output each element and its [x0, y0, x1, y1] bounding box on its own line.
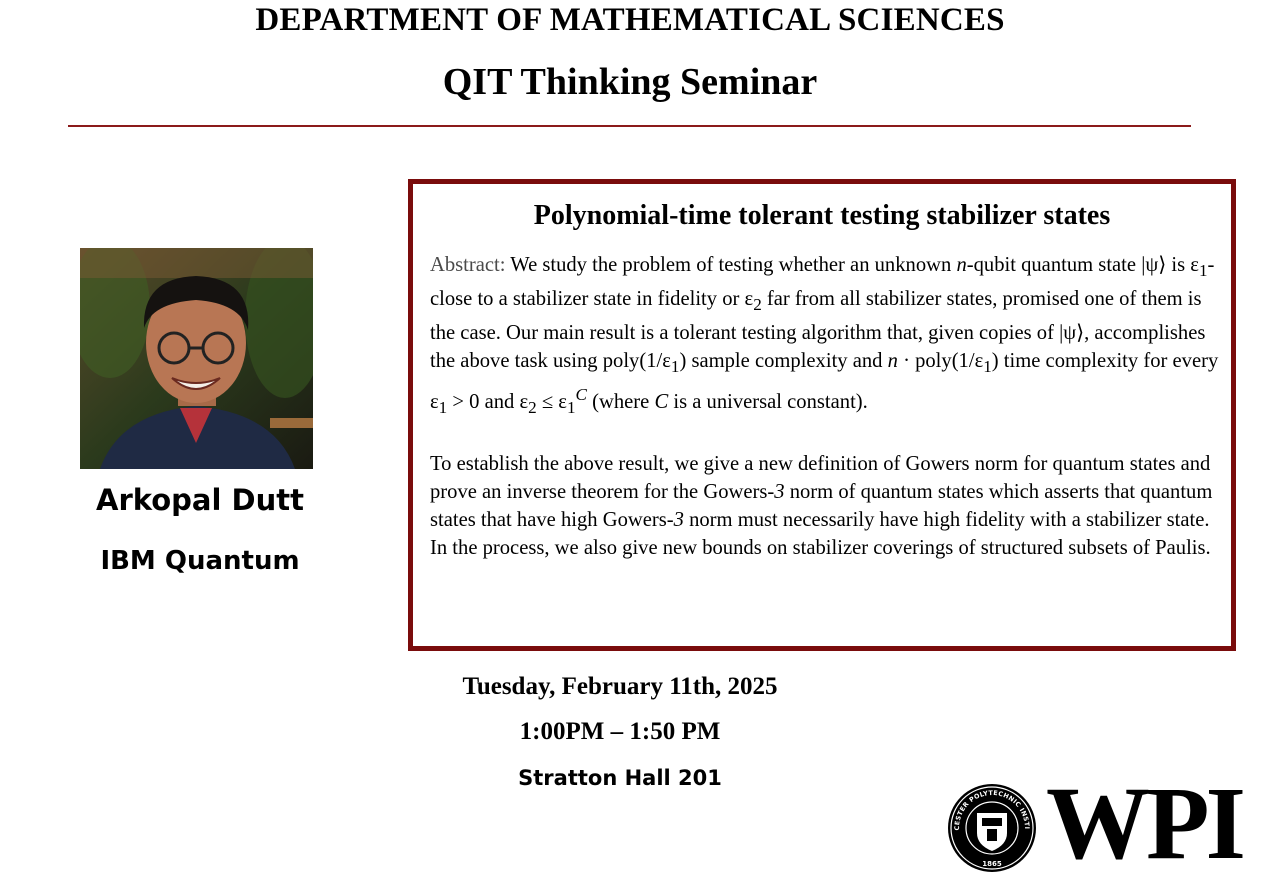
wpi-seal-icon [947, 783, 1037, 873]
abstract-paragraph-2 [430, 450, 1230, 562]
event-location: Stratton Hall 201 [518, 766, 722, 790]
abstract-text: · poly(1/ε [897, 350, 984, 373]
speaker-photo [80, 248, 313, 469]
abstract-text: norm must necessarily have high fidelity with a stabilizer state. In the process, we also give new bounds on stabilizer coverings of structured subsets of Paulis. [430, 509, 1211, 560]
var-n: n [956, 254, 967, 276]
var-three: 3 [774, 481, 785, 504]
superscript-c: C [575, 385, 587, 405]
talk-title: Polynomial-time tolerant testing stabilizer states [533, 200, 1111, 231]
abstract-text: norm of quantum states which asserts that quantum states that have high Gowers- [430, 481, 1213, 532]
var-three: 3 [673, 509, 684, 532]
subscript: 1 [438, 398, 448, 418]
subscript: 1 [670, 357, 680, 377]
abstract-text: ) sample complexity and [679, 350, 888, 373]
abstract-text: ≤ ε [536, 391, 567, 414]
abstract-text: We study the problem of testing whether an unknown [505, 254, 957, 276]
abstract-text: -qubit quantum state |ψ⟩ is ε [966, 254, 1199, 276]
abstract-box [408, 179, 1236, 651]
abstract-text: (where [586, 391, 655, 414]
abstract-text: ) time complexity for every ε [430, 350, 1219, 414]
subscript: 1 [1198, 261, 1208, 281]
seminar-title: QIT Thinking Seminar [442, 61, 818, 103]
abstract-text: -close to a stabilizer state in fidelity or ε [430, 254, 1215, 311]
abstract-text: far from all stabilizer states, promised one of them is the case. Our main result is a tolerant testing algorithm that, given copies of |ψ⟩, accomplishes the above task using poly(1/ε [430, 288, 1206, 373]
var-c: C [654, 391, 669, 414]
var-n: n [887, 350, 898, 373]
abstract-paragraph-1 [430, 251, 1230, 422]
speaker-affiliation: IBM Quantum [100, 546, 300, 576]
abstract-text: is a universal constant). [668, 391, 868, 414]
abstract-body [430, 251, 1230, 562]
wpi-wordmark: WPI [1046, 766, 1242, 881]
header-divider [68, 125, 1191, 127]
event-time: 1:00PM – 1:50 PM [519, 718, 721, 745]
department-heading: DEPARTMENT OF MATHEMATICAL SCIENCES [255, 2, 1005, 38]
speaker-name: Arkopal Dutt [96, 483, 304, 517]
svg-text:1865: 1865 [982, 860, 1002, 868]
abstract-text: To establish the above result, we give a new definition of Gowers norm for quantum states and prove an inverse theorem for the Gowers- [430, 453, 1211, 504]
abstract-label: Abstract: [430, 254, 506, 276]
subscript: 1 [983, 357, 992, 377]
svg-text:WORCESTER POLYTECHNIC INSTITUT: CESTER POLYTECHNIC INSTI [952, 788, 1032, 831]
subscript: 1 [566, 398, 576, 418]
event-date: Tuesday, February 11th, 2025 [462, 673, 778, 700]
subscript: 2 [753, 295, 762, 315]
subscript: 2 [528, 398, 537, 418]
abstract-text: > 0 and ε [447, 391, 529, 414]
